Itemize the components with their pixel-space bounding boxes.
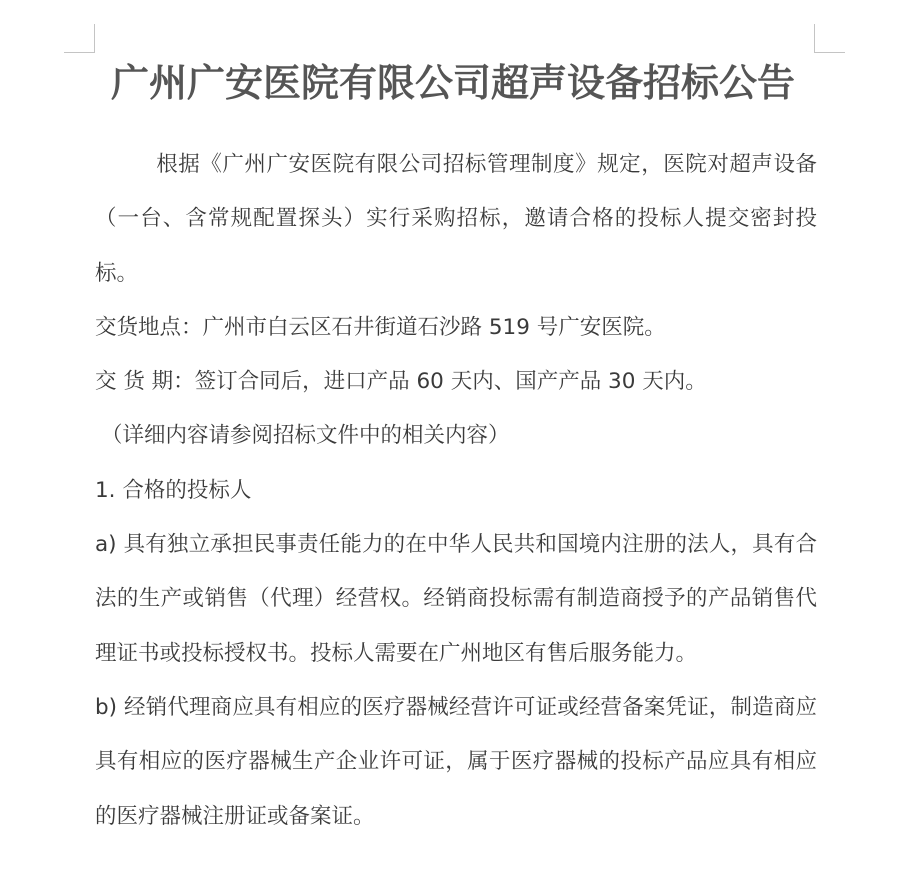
delivery-period-paragraph: 交 货 期：签订合同后，进口产品 60 天内、国产产品 30 天内。 (95, 369, 707, 395)
reference-note-paragraph: （详细内容请参阅招标文件中的相关内容） (101, 423, 510, 449)
document-title: 广州广安医院有限公司超声设备招标公告 (110, 61, 795, 105)
item-a-paragraph: a) 具有独立承担民事责任能力的在中华人民共和国境内注册的法人，具有合法的生产或销售（代理）经营权。经销商投标需有制造商授予的产品销售代理证书或投标授权书。投标人需要在广州地区有售后服务能力。 (95, 532, 817, 666)
page-corner-mark-top-left (64, 24, 95, 53)
intro-paragraph: 根据《广州广安医院有限公司招标管理制度》规定，医院对超声设备（一台、含常规配置探头）实行采购招标，邀请合格的投标人提交密封投标。 (95, 152, 817, 286)
delivery-location-paragraph: 交货地点：广州市白云区石井街道石沙路 519 号广安医院。 (95, 314, 666, 340)
page-corner-mark-top-right (814, 24, 845, 53)
section-1-heading: 1. 合格的投标人 (95, 477, 252, 503)
document-body (95, 138, 817, 844)
item-b-paragraph: b) 经销代理商应具有相应的医疗器械经营许可证或经营备案凭证，制造商应具有相应的医疗器械生产企业许可证，属于医疗器械的投标产品应具有相应的医疗器械注册证或备案证。 (95, 694, 817, 829)
